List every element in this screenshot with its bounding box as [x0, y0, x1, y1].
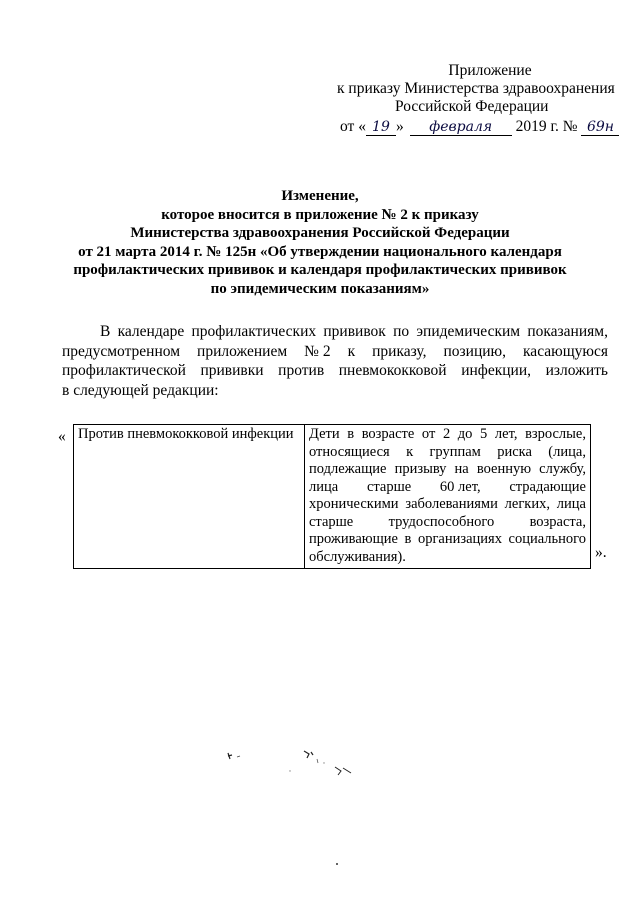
appendix-date-line: [320, 118, 620, 136]
word: 60 лет,: [439, 478, 481, 495]
order-number-field: [581, 119, 619, 136]
word: прививки: [200, 362, 264, 379]
word: проживающие: [309, 531, 398, 547]
order-number: 69н: [586, 119, 614, 135]
date-month-field: [410, 119, 512, 136]
word: на: [454, 461, 469, 477]
paragraph-line: [62, 342, 608, 362]
word: Дети: [309, 426, 340, 442]
word: эпидемическим: [416, 323, 521, 340]
scan-marks: [220, 745, 380, 785]
word: обслуживания).: [309, 548, 406, 565]
word: организациях: [417, 531, 502, 547]
word: инфекции,: [461, 362, 532, 379]
word: старше: [366, 478, 412, 495]
date-day-field: [366, 119, 396, 136]
date-mid: »: [395, 118, 404, 135]
word: трудоспособного: [388, 513, 495, 530]
amendment-table: [73, 424, 591, 569]
word: прививок: [323, 323, 386, 340]
paragraph-line: [62, 322, 608, 342]
paragraph-line: [62, 361, 608, 381]
quote-open: «: [58, 428, 66, 445]
word: профилактической: [62, 362, 186, 379]
date-year: 2019 г. №: [515, 118, 578, 135]
title-line: от 21 марта 2014 г. № 125н «Об утверждении национального календаря: [78, 243, 562, 260]
word: группам: [429, 443, 481, 460]
appendix-country: Российской Федерации: [395, 98, 549, 115]
groups-cell: [305, 425, 591, 569]
cell-line: [309, 444, 586, 462]
title-line: по эпидемическим показаниям»: [210, 280, 430, 297]
word: хроническими: [309, 496, 399, 512]
word: (лица,: [548, 443, 586, 460]
word: подлежащие: [309, 461, 387, 477]
word: военную: [476, 461, 532, 477]
appendix-header: [320, 62, 620, 136]
word: приказу,: [372, 342, 427, 360]
word: лет,: [494, 426, 518, 442]
paragraph-line: [62, 381, 608, 401]
word: до: [457, 426, 473, 442]
word: В: [100, 323, 111, 340]
cell-line: [309, 426, 586, 444]
date-month: февраля: [429, 119, 493, 135]
cell-line: [309, 496, 586, 514]
appendix-label: Приложение: [448, 62, 532, 79]
word: в: [404, 531, 412, 547]
word: № 2: [304, 342, 331, 360]
word: к: [347, 342, 356, 360]
date-day: 19: [372, 119, 390, 135]
word: показаниям,: [527, 323, 608, 340]
title-line: профилактических прививок и календаря профилактических прививок: [73, 262, 567, 278]
title-line: которое вносится в приложение № 2 к приказу: [161, 206, 479, 223]
word: относящиеся: [309, 443, 390, 460]
word: заболеваниями: [405, 496, 498, 512]
cell-line: [309, 549, 586, 567]
word: изложить: [545, 362, 608, 379]
word: приложением: [197, 342, 288, 360]
word: социального: [508, 531, 586, 547]
word: в следующей редакции:: [62, 381, 219, 399]
word: возрасте: [361, 426, 415, 442]
word: профилактических: [191, 323, 317, 340]
word: против: [278, 362, 325, 379]
infection-cell: Против пневмококковой инфекции: [74, 425, 305, 569]
scan-dot: [336, 863, 338, 865]
word: от: [421, 426, 436, 442]
word: возраста,: [529, 513, 586, 530]
appendix-order-ref: к приказу Министерства здравоохранения: [337, 80, 615, 97]
word: позицию,: [443, 342, 507, 360]
word: легких,: [504, 496, 550, 512]
title-line: Министерства здравоохранения Российской Федерации: [130, 225, 510, 241]
word: службу,: [539, 461, 586, 477]
word: предусмотренном: [62, 342, 181, 360]
word: 2: [442, 426, 451, 442]
cell-line: [309, 531, 586, 549]
word: касающуюся: [523, 342, 608, 360]
word: пневмококковой: [338, 362, 447, 379]
word: по: [393, 323, 410, 340]
word: риска: [497, 443, 532, 460]
quote-close: ».: [595, 544, 607, 561]
date-prefix: от «: [340, 118, 366, 135]
table-row: [74, 425, 591, 569]
document-title: [40, 187, 600, 298]
word: в: [347, 426, 355, 442]
body-paragraph: [62, 322, 608, 400]
word: лица: [556, 496, 586, 512]
word: календаре: [117, 323, 185, 340]
word: призыву: [394, 461, 447, 477]
word: лица: [309, 478, 339, 495]
word: 5: [480, 426, 488, 442]
word: старше: [309, 513, 354, 530]
title-line: Изменение,: [281, 188, 359, 204]
word: взрослые,: [525, 426, 586, 442]
cell-line: [309, 514, 586, 532]
cell-line: [309, 461, 586, 479]
word: к: [406, 443, 414, 460]
cell-line: [309, 479, 586, 497]
word: страдающие: [509, 478, 586, 495]
